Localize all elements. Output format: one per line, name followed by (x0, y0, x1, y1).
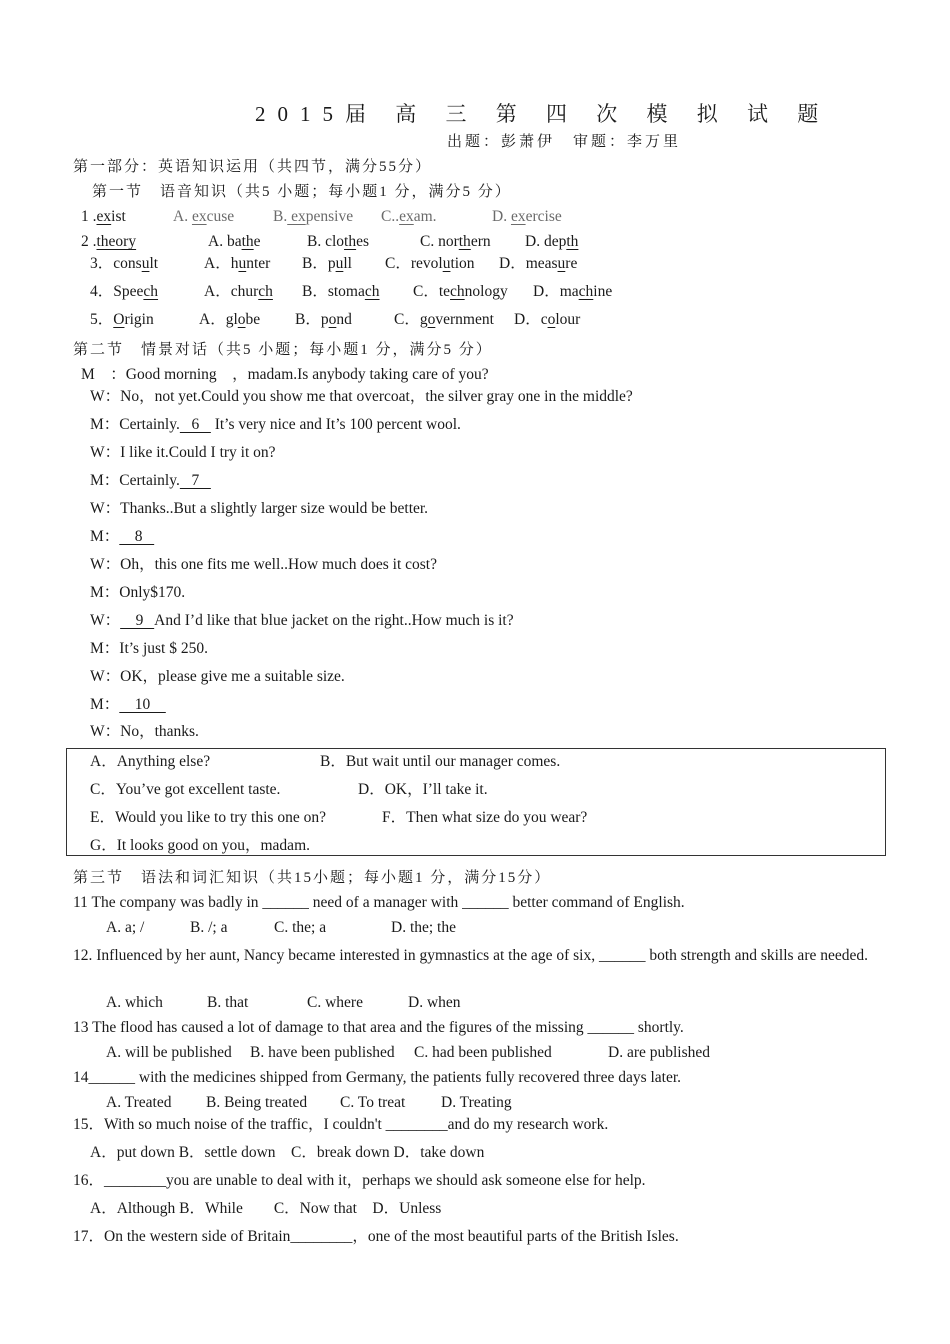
page-title: 2015届 高 三 第 四 次 模 拟 试 题 (255, 102, 831, 126)
question-4-option-c: C．technology (413, 283, 508, 300)
question-11-option-b: B. /; a (190, 919, 228, 936)
question-14-option-b: B. Being treated (206, 1094, 308, 1111)
part1-heading: 第一部分：英语知识运用（共四节，满分55分） (73, 159, 433, 175)
question-12-option-d: D. when (408, 994, 461, 1011)
option-c: C．You’ve got excellent taste. (90, 781, 281, 798)
question-3-stem: 3．consult (90, 255, 159, 272)
question-4-stem: 4．Speech (90, 283, 159, 300)
question-12-option-c: C. where (307, 994, 363, 1011)
question-1-option-c: C..exam. (381, 208, 437, 225)
dialogue-line-11: M：It’s just $ 250. (90, 640, 208, 657)
question-1-stem: 1 .exist (81, 208, 126, 225)
dialogue-line-5: M：Certainly. 7 (90, 472, 211, 489)
question-13-option-a: A. will be published (106, 1044, 232, 1061)
question-13-option-d: D. are published (608, 1044, 711, 1061)
dialogue-line-10: W： 9 And I’d like that blue jacket on the right..How much is it? (90, 612, 514, 629)
blank-10: 10 (119, 696, 166, 713)
question-2-option-a: A. bathe (208, 233, 261, 250)
question-3-option-a: A．hunter (204, 255, 271, 272)
question-5-option-c: C．government (394, 311, 494, 328)
question-14-option-d: D. Treating (441, 1094, 512, 1111)
blank-8: 8 (119, 528, 155, 545)
question-5-option-a: A．globe (199, 311, 261, 328)
blank-7: 7 (179, 472, 211, 489)
question-12-option-a: A. which (106, 994, 163, 1011)
question-12-option-b: B. that (207, 994, 249, 1011)
option-g: G．It looks good on you，madam. (90, 837, 310, 854)
question-13: 13 The flood has caused a lot of damage to that area and the figures of the missing ______ shortly. (73, 1019, 684, 1036)
question-5-option-d: D．colour (514, 311, 581, 328)
dialogue-line-2: W：No，not yet.Could you show me that overcoat，the silver gray one in the middle? (90, 388, 633, 405)
question-11-option-a: A. a; / (106, 919, 145, 936)
dialogue-line-7: M： 8 (90, 528, 155, 545)
dialogue-line-9: M：Only$170. (90, 584, 186, 601)
option-a: A．Anything else? (90, 753, 211, 770)
question-2-option-d: D. depth (525, 233, 579, 250)
question-15-options: A．put down B．settle down C．break down D．take down (90, 1144, 485, 1161)
question-3-option-c: C．revolution (385, 255, 475, 272)
question-4-option-b: B．stomach (302, 283, 380, 300)
dialogue-line-12: W：OK，please give me a suitable size. (90, 668, 345, 685)
question-2-option-c: C. northern (420, 233, 491, 250)
dialogue-line-8: W：Oh，this one fits me well..How much does it cost? (90, 556, 437, 573)
question-13-option-c: C. had been published (414, 1044, 552, 1061)
question-3-option-d: D．measure (499, 255, 578, 272)
question-12: 12. Influenced by her aunt, Nancy became interested in gymnastics at the age of six, ______ both strength and skills are needed. (73, 947, 868, 964)
question-1-option-a: A. excuse (173, 208, 235, 225)
question-2-stem: 2 .theory (81, 233, 137, 250)
authors-line: 出题：彭萧伊 审题：李万里 (447, 134, 682, 150)
question-4-option-a: A．church (204, 283, 273, 300)
option-e: E．Would you like to try this one on? (90, 809, 326, 826)
dialogue-line-13: M： 10 (90, 696, 166, 713)
question-16: 16．________you are unable to deal with it，perhaps we should ask someone else for help. (73, 1172, 646, 1189)
question-16-options: A．Although B．While C．Now that D．Unless (90, 1200, 442, 1217)
question-4-option-d: D．machine (533, 283, 613, 300)
question-3-option-b: B．pull (302, 255, 352, 272)
question-2-option-b: B. clothes (307, 233, 370, 250)
question-17: 17．On the western side of Britain________，one of the most beautiful parts of the British Isles. (73, 1228, 679, 1245)
dialogue-line-4: W：I like it.Could I try it on? (90, 444, 276, 461)
question-11-option-c: C. the; a (274, 919, 327, 936)
question-14-option-a: A. Treated (106, 1094, 172, 1111)
question-5-stem: 5．Origin (90, 311, 154, 328)
question-11: 11 The company was badly in ______ need of a manager with ______ better command of English. (73, 894, 685, 911)
dialogue-line-1: M ：Good morning ，madam.Is anybody taking care of you? (81, 366, 489, 383)
question-14-option-c: C. To treat (340, 1094, 406, 1111)
question-1-option-b: B. expensive (273, 208, 354, 225)
section1-heading: 第一节 语音知识（共5 小题；每小题1 分，满分5 分） (92, 184, 512, 200)
question-14: 14______ with the medicines shipped from Germany, the patients fully recovered three days later. (73, 1069, 682, 1086)
question-15: 15．With so much noise of the traffic，I couldn't ________and do my research work. (73, 1116, 609, 1133)
section3-heading: 第三节 语法和词汇知识（共15小题；每小题1 分，满分15分） (73, 870, 552, 886)
option-f: F．Then what size do you wear? (382, 809, 588, 826)
option-d: D．OK，I’ll take it. (358, 781, 488, 798)
option-b: B．But wait until our manager comes. (320, 753, 561, 770)
question-11-option-d: D. the; the (391, 919, 456, 936)
question-13-option-b: B. have been published (250, 1044, 395, 1061)
question-5-option-b: B．pond (295, 311, 352, 328)
section2-heading: 第二节 情景对话（共5 小题；每小题1 分，满分5 分） (73, 342, 493, 358)
blank-9: 9 (120, 612, 155, 629)
dialogue-line-6: W：Thanks..But a slightly larger size would be better. (90, 500, 429, 517)
blank-6: 6 (179, 416, 211, 433)
dialogue-line-3: M：Certainly. 6 It’s very nice and It’s 100 percent wool. (90, 416, 461, 433)
question-1-option-d: D. exercise (492, 208, 562, 225)
dialogue-line-14: W：No，thanks. (90, 723, 199, 740)
